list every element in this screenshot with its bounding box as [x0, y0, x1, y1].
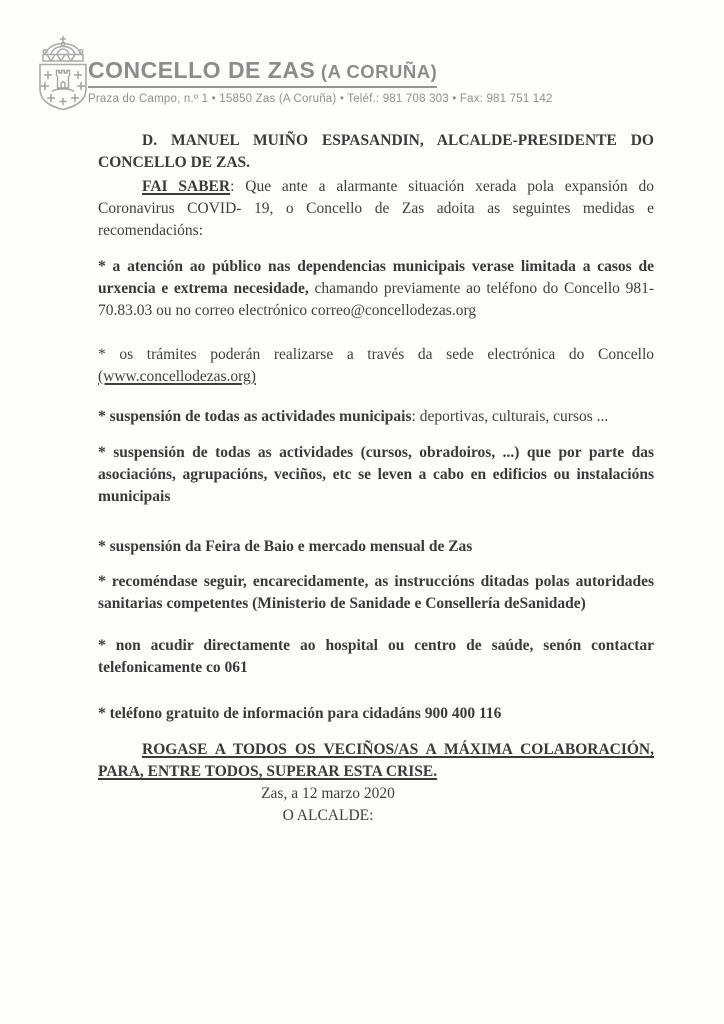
coat-of-arms-icon [30, 34, 96, 112]
org-title [88, 58, 437, 88]
measure-item: * suspensión de todas as actividades (cursos, obradoiros, ...) que por parte das asociacións, agrupacións, veciños, etc se leven a cabo en edificios ou instalacións municipais [98, 444, 654, 505]
org-name: CONCELLO DE ZAS [88, 57, 316, 83]
fai-saber-lead: FAI SABER [142, 178, 231, 195]
measure-item: * non acudir directamente ao hospital ou centro de saúde, senón contactar telefonicamente co 061 [98, 637, 654, 676]
salutation: D. MANUEL MUIÑO ESPASANDIN, ALCALDE-PRESIDENTE DO CONCELLO DE ZAS. [98, 132, 654, 171]
measure-regular-text: * os trámites poderán realizarse a través da sede electrónica do Concello [98, 346, 654, 363]
org-region: (A CORUÑA) [315, 61, 438, 82]
fai-saber-paragraph [98, 176, 654, 242]
place-date: Zas, a 12 marzo 2020 [261, 785, 395, 802]
measure-regular-text: : deportivas, culturais, cursos ... [411, 408, 609, 425]
signature-block [98, 783, 558, 827]
document-body [98, 130, 654, 827]
fai-saber-text: : Que ante a alarmante situación xerada pola expansión do Coronavirus COVID- 19, o Concello de Zas adoita as seguintes medidas e recomendacións: [98, 178, 654, 239]
measure-bold-text: * suspensión de todas as actividades municipais [98, 408, 412, 425]
measure-item: * recoméndase seguir, encarecidamente, as instruccións ditadas polas autoridades sanitarias competentes (Ministerio de Sanidade e Consellería deSanidade) [98, 573, 654, 612]
measure-item [98, 256, 654, 322]
org-address: Praza do Campo, n.º 1 • 15850 Zas (A Coruña) • Teléf.: 981 708 303 • Fax: 981 751 142 [88, 93, 553, 106]
measure-item [98, 406, 654, 428]
measure-item: * suspensión da Feira de Baio e mercado mensual de Zas [98, 538, 473, 555]
closing-plea: ROGASE A TODOS OS VECIÑOS/AS A MÁXIMA COLABORACIÓN, PARA, ENTRE TODOS, SUPERAR ESTA CRISE. [98, 741, 654, 780]
measure-regular-text: chamando previamente ao teléfono do Concello 981-70.83.03 ou no correo electrónico correo@concellodezas.org [98, 280, 654, 319]
letterhead-text [88, 58, 553, 105]
measure-item: * teléfono gratuito de información para cidadáns 900 400 116 [98, 705, 502, 722]
measure-bold-text: * a atención ao público nas dependencias municipais verase limitada a casos de urxencia e extrema necesidade, [98, 258, 654, 297]
signature-title: O ALCALDE: [282, 807, 374, 824]
website-url-text: (www.concellodezas.org) [98, 368, 256, 385]
measure-item [98, 344, 654, 388]
